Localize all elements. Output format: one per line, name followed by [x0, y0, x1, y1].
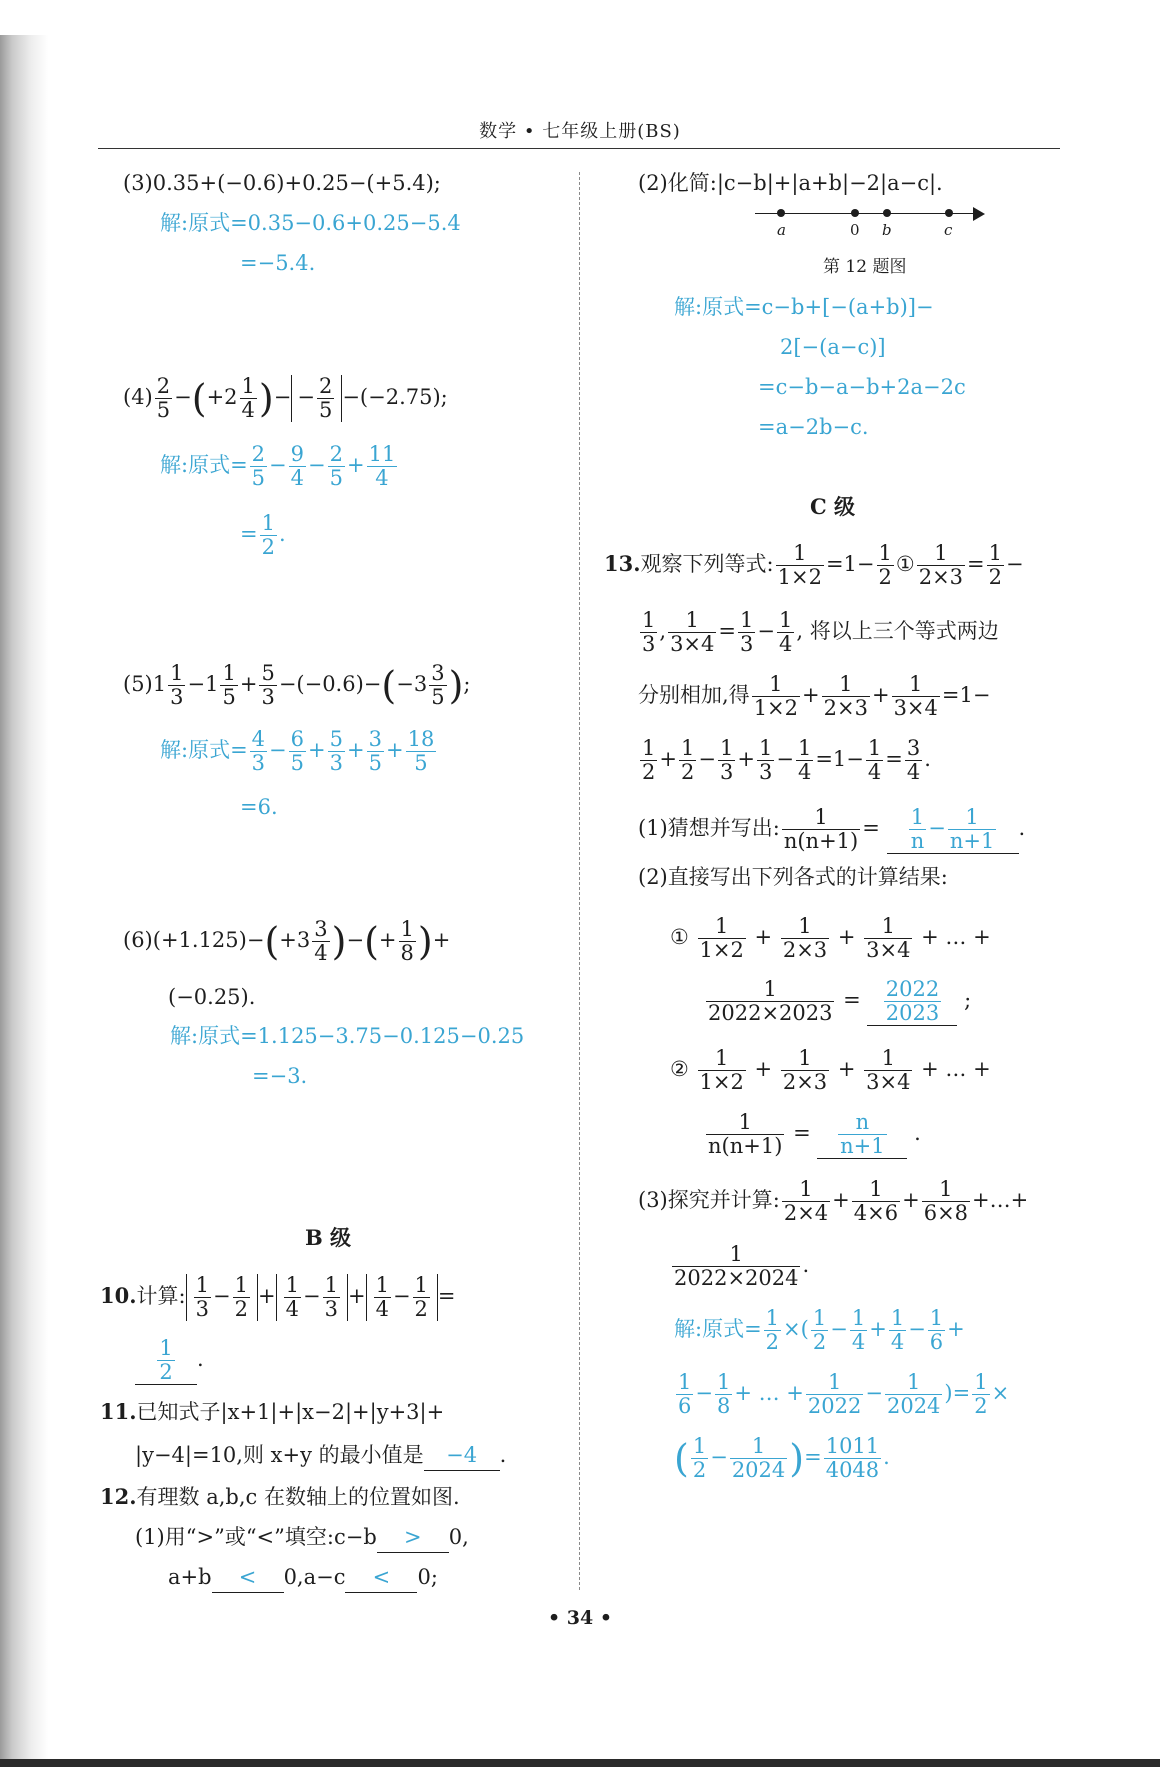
point-c — [945, 209, 953, 217]
figure-caption: 第 12 题图 — [823, 257, 907, 277]
question-13-part-3-line-2: $\frac{1}{2022\times 2024}$ . — [674, 1242, 810, 1291]
bottom-edge — [0, 1759, 1160, 1767]
page-header: 数学 • 七年级上册(BS) — [479, 121, 681, 142]
problem-4-solution: 解:原式= $\frac{2}{5}$ − $\frac{9}{4}$ − $\frac{2}{5}$ + $\frac{11}{4}$ — [160, 442, 396, 491]
question-13-item-1: ① $\frac{1}{1\times 2}$ + $\frac{1}{2\times 3}$ + $\frac{1}{3\times 4}$ + … + — [670, 914, 991, 963]
label-b: b — [882, 221, 892, 239]
problem-3-solution-2: =−5.4. — [240, 251, 316, 275]
number-line-figure — [755, 205, 985, 245]
problem-6: (6)(+1.125)−(+3 $\frac{3}{4}$ )−(+ $\frac{1}{8}$ )+ — [123, 917, 451, 966]
question-13-line-4: $\frac{1}{2}$ + $\frac{1}{2}$ − $\frac{1}{3}$ + $\frac{1}{3}$ − $\frac{1}{4}$ =1− $\frac{1}{4}$ = $\frac{3}{4}$ . — [642, 736, 931, 785]
number-line-arrow — [973, 207, 985, 221]
page-number: • 34 • — [548, 1607, 612, 1629]
problem-5-result: =6. — [240, 795, 278, 819]
question-13-solution-3: ( $\frac{1}{2}$ − $\frac{1}{2024}$ )= $\frac{1011}{4048}$ . — [674, 1434, 890, 1483]
problem-4: (4) $\frac{2}{5}$ −(+2 $\frac{1}{4}$ )− − $\frac{2}{5}$ −(−2.75); — [123, 374, 448, 423]
question-12-solution-2: 2[−(a−c)] — [780, 335, 886, 359]
question-11-line-1: 11.已知式子|x+1|+|x−2|+|y+3|+ — [100, 1399, 445, 1424]
problem-6-solution-1: 解:原式=1.125−3.75−0.125−0.25 — [170, 1024, 525, 1048]
book-spine-shadow — [0, 35, 48, 1767]
problem-6-solution-2: =−3. — [252, 1064, 308, 1088]
question-13-line-3: 分别相加,得 $\frac{1}{1\times 2}$ + $\frac{1}{2\times 3}$ + $\frac{1}{3\times 4}$ =1− — [638, 672, 991, 721]
problem-4-result: = $\frac{1}{2}$ . — [240, 511, 286, 560]
question-12-line-3: a+b < 0,a−c < 0; — [168, 1562, 438, 1593]
question-13-line-2: $\frac{1}{3}$ , $\frac{1}{3\times 4}$ = $\frac{1}{3}$ − $\frac{1}{4}$ , 将以上三个等式两边 — [642, 608, 999, 657]
point-b — [883, 209, 891, 217]
question-13-part-1: (1)猜想并写出: $\frac{1}{n(n+1)}$ = $\frac{1}{n}$ − $\frac{1}{n+1}$ . — [638, 805, 1026, 854]
level-b-heading: B 级 — [305, 1225, 352, 1250]
question-12-solution-1: 解:原式=c−b+[−(a+b)]− — [674, 295, 934, 319]
label-c: c — [944, 221, 953, 239]
question-13-solution-1: 解:原式= $\frac{1}{2}$ ×( $\frac{1}{2}$ − $\frac{1}{4}$ + $\frac{1}{4}$ − $\frac{1}{6}$ + — [674, 1306, 965, 1355]
problem-3-solution-1: 解:原式=0.35−0.6+0.25−5.4 — [160, 211, 461, 235]
question-12-line-1: 12.有理数 a,b,c 在数轴上的位置如图. — [100, 1484, 460, 1509]
point-a — [777, 209, 785, 217]
label-zero: 0 — [850, 221, 860, 239]
problem-5-solution: 解:原式= $\frac{4}{3}$ − $\frac{6}{5}$ + $\frac{5}{3}$ + $\frac{3}{5}$ + $\frac{18}{5}$ — [160, 727, 435, 776]
problem-6-line-2: (−0.25). — [168, 985, 256, 1009]
question-13-part-3: (3)探究并计算: $\frac{1}{2\times 4}$ + $\frac{1}{4\times 6}$ + $\frac{1}{6\times 8}$ +…+ — [638, 1177, 1029, 1226]
problem-3: (3)0.35+(−0.6)+0.25−(+5.4); — [123, 171, 441, 195]
question-13-line-1: 13.观察下列等式: $\frac{1}{1\times 2}$ =1− $\frac{1}{2}$ ① $\frac{1}{2\times 3}$ = $\frac{1}{2}$ − — [604, 541, 1024, 590]
question-11-line-2: |y−4|=10,则 x+y 的最小值是 −4 . — [135, 1440, 506, 1471]
question-10-answer: $\frac{1}{2}$ . — [135, 1337, 204, 1385]
question-13-part-2: (2)直接写出下列各式的计算结果: — [638, 865, 948, 889]
label-a: a — [777, 221, 786, 239]
question-13-item-2-line-2: $\frac{1}{n(n+1)}$ = $\frac{n}{n+1}$ . — [708, 1110, 921, 1159]
header-rule — [98, 148, 1060, 149]
problem-5: (5)1 $\frac{1}{3}$ −1 $\frac{1}{5}$ + $\frac{5}{3}$ −(−0.6)−(−3 $\frac{3}{5}$ ); — [123, 661, 471, 710]
level-c-heading: C 级 — [810, 494, 856, 519]
question-12-line-2: (1)用“>”或“<”填空:c−b > 0, — [135, 1522, 469, 1553]
question-12-part-2: (2)化简:|c−b|+|a+b|−2|a−c|. — [638, 171, 943, 195]
question-12-solution-4: =a−2b−c. — [758, 415, 869, 439]
question-13-item-2: ② $\frac{1}{1\times 2}$ + $\frac{1}{2\times 3}$ + $\frac{1}{3\times 4}$ + … + — [670, 1046, 991, 1095]
column-divider — [579, 172, 580, 1590]
number-line-axis — [755, 213, 977, 214]
question-13-solution-2: $\frac{1}{6}$ − $\frac{1}{8}$ + … + $\frac{1}{2022}$ − $\frac{1}{2024}$ )= $\frac{1}{2}$ × — [678, 1370, 1010, 1419]
question-12-solution-3: =c−b−a−b+2a−2c — [758, 375, 966, 399]
question-13-item-1-line-2: $\frac{1}{2022\times 2023}$ = $\frac{2022}{2023}$ ; — [708, 977, 972, 1026]
question-10: 10.计算: $\frac{1}{3}$ − $\frac{1}{2}$ + $\frac{1}{4}$ − $\frac{1}{3}$ + $\frac{1}{4}$ − $\frac{1}{2}$ = — [100, 1273, 456, 1322]
point-zero — [851, 209, 859, 217]
